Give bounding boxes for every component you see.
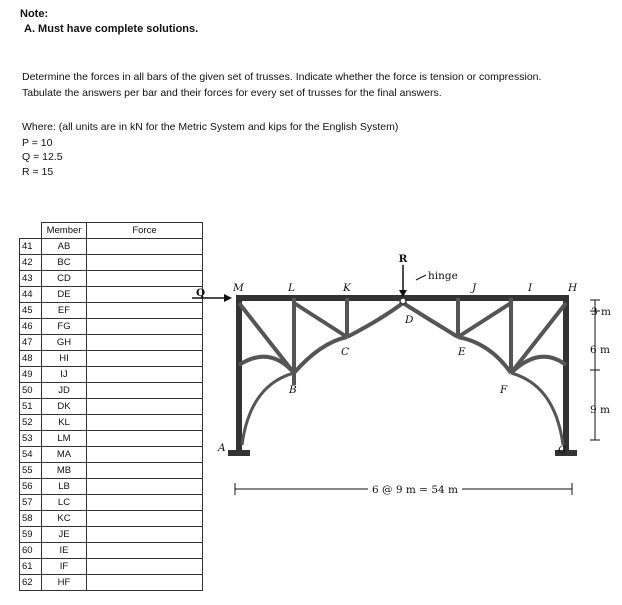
row-force-input[interactable]: [87, 287, 206, 303]
label-a: A: [218, 442, 226, 454]
label-g: G: [558, 444, 567, 456]
row-member: FG: [42, 319, 87, 335]
row-member: KL: [42, 415, 87, 431]
hinge-leader: [416, 275, 426, 280]
instruction-line-2: Tabulate the answers per bar and their forces for every set of trusses for the final answers.: [22, 87, 442, 99]
dim-9m: 9 m: [590, 404, 610, 416]
label-h: H: [568, 282, 578, 294]
label-hinge: hinge: [428, 270, 458, 282]
row-number: 49: [20, 367, 42, 383]
row-force-input[interactable]: [87, 559, 203, 575]
row-number: 62: [20, 575, 42, 591]
truss-diagram: [190, 245, 622, 505]
row-force-input[interactable]: [87, 463, 203, 479]
row-force-input[interactable]: [87, 447, 203, 463]
row-number: 42: [20, 255, 42, 271]
row-member: DK: [42, 399, 87, 415]
table-row: [20, 367, 203, 383]
row-member: IJ: [42, 367, 87, 383]
table-row: [20, 447, 203, 463]
row-force-input[interactable]: [87, 575, 203, 591]
table-row: [20, 527, 203, 543]
value-p: P = 10: [22, 137, 53, 149]
row-number: 56: [20, 479, 42, 495]
row-number: 51: [20, 399, 42, 415]
row-member: DE: [42, 287, 87, 303]
label-c: C: [341, 346, 350, 358]
member-cd: [347, 303, 403, 337]
row-number: 46: [20, 319, 42, 335]
support-a: [228, 450, 250, 456]
units-note: Where: (all units are in kN for the Metric System and kips for the English System): [22, 121, 399, 133]
table-row: [20, 351, 203, 367]
table-row: [20, 463, 203, 479]
row-member: LB: [42, 479, 87, 495]
label-b: B: [289, 384, 297, 396]
instruction-line-1: Determine the forces in all bars of the given set of trusses. Indicate whether the force is tension or compression.: [22, 71, 542, 83]
row-member: HI: [42, 351, 87, 367]
row-number: 47: [20, 335, 42, 351]
row-member: AB: [42, 239, 87, 255]
row-force-input[interactable]: [87, 303, 203, 319]
note-item-a: A. Must have complete solutions.: [24, 23, 199, 35]
row-force-input[interactable]: [87, 495, 203, 511]
header-force: Force: [87, 223, 203, 239]
label-j: J: [472, 282, 477, 294]
row-number: 61: [20, 559, 42, 575]
row-member: MB: [42, 463, 87, 479]
row-force-input[interactable]: [87, 335, 203, 351]
row-force-input[interactable]: [87, 351, 203, 367]
label-f: F: [500, 384, 508, 396]
row-force-input[interactable]: [87, 415, 203, 431]
table-row: [20, 239, 203, 255]
member-lc: [294, 303, 347, 337]
label-r: R: [398, 253, 408, 265]
label-e: E: [458, 346, 466, 358]
header-member: Member: [42, 223, 87, 239]
row-force-input[interactable]: [87, 239, 203, 255]
value-r: R = 15: [22, 166, 54, 178]
row-number: 53: [20, 431, 42, 447]
label-m: M: [233, 282, 244, 294]
row-force-input[interactable]: [87, 271, 203, 287]
label-l: L: [288, 282, 295, 294]
table-row: [20, 543, 203, 559]
note-title: Note:: [20, 8, 49, 20]
row-force-input[interactable]: [87, 527, 203, 543]
dim-3m: 3 m: [591, 306, 611, 318]
row-force-input[interactable]: [87, 255, 203, 271]
row-member: BC: [42, 255, 87, 271]
row-member: IF: [42, 559, 87, 575]
table-row: [20, 495, 203, 511]
row-number: 41: [20, 239, 42, 255]
label-i: I: [528, 282, 533, 294]
row-number: 43: [20, 271, 42, 287]
table-row: [20, 511, 203, 527]
row-force-input[interactable]: [87, 319, 203, 335]
row-member: LM: [42, 431, 87, 447]
row-member: JE: [42, 527, 87, 543]
label-d: D: [405, 314, 414, 326]
table-row: [20, 431, 203, 447]
row-number: 59: [20, 527, 42, 543]
row-number: 48: [20, 351, 42, 367]
table-row: [20, 559, 203, 575]
row-number: 58: [20, 511, 42, 527]
row-member: KC: [42, 511, 87, 527]
table-row: [20, 335, 203, 351]
dim-6m: 6 m: [590, 344, 610, 356]
label-k: K: [343, 282, 351, 294]
row-number: 45: [20, 303, 42, 319]
row-force-input[interactable]: [87, 431, 203, 447]
table-row: [20, 399, 203, 415]
row-number: 54: [20, 447, 42, 463]
row-member: MA: [42, 447, 87, 463]
table-row: [20, 255, 203, 271]
row-number: 52: [20, 415, 42, 431]
row-member: LC: [42, 495, 87, 511]
row-number: 50: [20, 383, 42, 399]
row-force-input[interactable]: [87, 383, 203, 399]
row-member: GH: [42, 335, 87, 351]
member-ef: [458, 337, 511, 373]
table-header-row: [20, 223, 203, 239]
row-force-input[interactable]: [87, 543, 203, 559]
answers-table: [19, 222, 206, 591]
table-row: [20, 319, 203, 335]
row-member: IE: [42, 543, 87, 559]
member-ie: [458, 303, 511, 337]
table-row: [20, 287, 203, 303]
row-member: CD: [42, 271, 87, 287]
row-number: 57: [20, 495, 42, 511]
row-force-input[interactable]: [87, 479, 203, 495]
arch-right-lower: [511, 373, 563, 445]
row-member: JD: [42, 383, 87, 399]
row-number: 60: [20, 543, 42, 559]
arch-left-lower: [242, 373, 294, 445]
hinge-pin: [400, 298, 406, 304]
row-force-input[interactable]: [87, 399, 203, 415]
label-q: Q: [196, 287, 206, 299]
table-row: [20, 479, 203, 495]
row-member: HF: [42, 575, 87, 591]
table-row: [20, 383, 203, 399]
table-row: [20, 303, 203, 319]
table-row: [20, 271, 203, 287]
row-number: 44: [20, 287, 42, 303]
member-bc: [294, 337, 350, 385]
member-hf: [511, 303, 566, 373]
row-member: EF: [42, 303, 87, 319]
row-force-input[interactable]: [87, 511, 203, 527]
row-number: 55: [20, 463, 42, 479]
span-label: 6 @ 9 m = 54 m: [372, 484, 458, 496]
table-row: [20, 575, 203, 591]
value-q: Q = 12.5: [22, 151, 63, 163]
row-force-input[interactable]: [87, 367, 203, 383]
header-number: [20, 223, 42, 239]
table-row: [20, 415, 203, 431]
load-q-head: [224, 294, 232, 302]
